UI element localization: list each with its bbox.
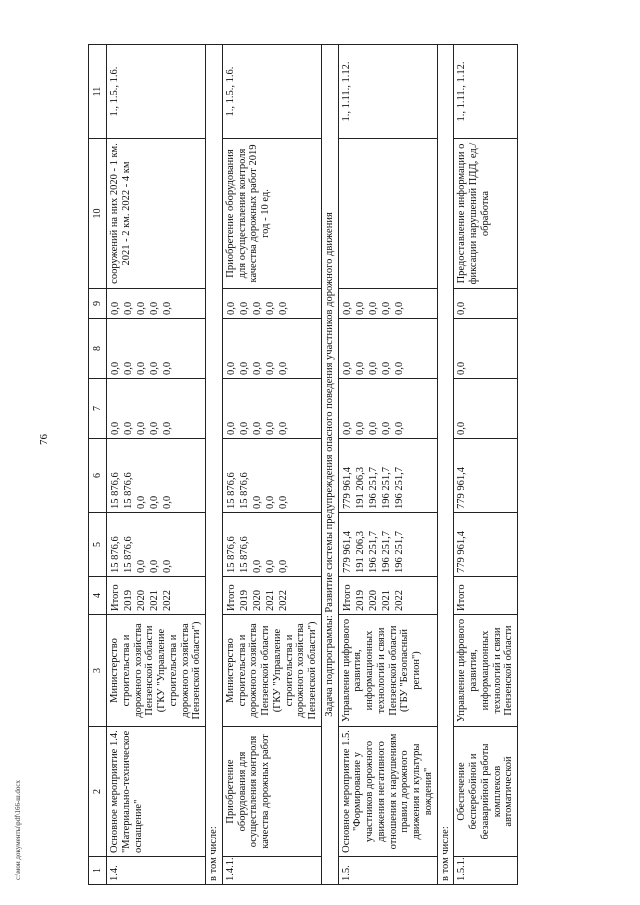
col8-values: 0,0 0,0 0,0 0,0 0,0 [222,319,321,379]
header-cell: 3 [89,615,107,727]
years-cell: Итого 2019 2020 2021 2022 [338,577,437,615]
header-cell: 2 [89,727,107,857]
indicator: сооружений на них 2020 - 1 км. 2021 - 2 км. 2022 - 4 км [107,139,206,289]
executor: Министерство строительства и дорожного хозяйства Пензенской области (ГКУ "Управление строительства и дорожного хозяйства Пензенской области") [107,615,206,727]
header-cell: 6 [89,439,107,513]
col8-values: 0,0 0,0 0,0 0,0 0,0 [107,319,206,379]
col6-value: 779 961,4 [454,439,518,513]
refs: 1., 1.11., 1.12. [338,45,437,139]
col9-value: 0,0 [454,289,518,319]
col5-values: 779 961,4 191 206,3 196 251,7 196 251,7 196 251,7 [338,513,437,577]
table-row-1-4 [107,45,206,885]
executor: Управление цифрового развития, информационных технологий и связи Пензенской области [454,615,518,727]
subsection-label-row [206,45,223,885]
col9-values: 0,0 0,0 0,0 0,0 0,0 [107,289,206,319]
indicator: Приобретение оборудования для осуществления контроля качества дорожных работ 2019 год - 10 ед. [222,139,321,289]
table-row-1-5-1 [454,45,518,885]
row-number: 1.5. [338,857,437,885]
executor: Управление цифрового развития, информационных технологий и связи Пензенской области (ГБУ "Безопасный регион") [338,615,437,727]
header-cell: 1 [89,857,107,885]
years-cell: Итого 2019 2020 2021 2022 [222,577,321,615]
header-cell: 7 [89,379,107,439]
row-number: 1.4. [107,857,206,885]
task-heading: Задача подпрограммы: Развитие системы предупреждения опасного поведения участников дорожного движения [321,45,338,885]
years-cell: Итого 2019 2020 2021 2022 [107,577,206,615]
header-cell: 4 [89,577,107,615]
program-table [88,44,518,885]
measure-name: Основное мероприятие 1.5. "Формирование у участников дорожного движения негативного отношения к нарушениям правил дорожного движения и культуры вождения" [338,727,437,857]
refs: 1., 1.5., 1.6. [107,45,206,139]
col7-values: 0,0 0,0 0,0 0,0 0,0 [338,379,437,439]
table-row-1-5 [338,45,437,885]
subsection-label-row [437,45,454,885]
header-row [89,45,107,885]
col5-values: 15 876,6 15 876,6 0,0 0,0 0,0 [222,513,321,577]
col5-value: 779 961,4 [454,513,518,577]
section-label: в том числе: [206,45,223,885]
header-cell: 8 [89,319,107,379]
year-total: Итого [454,577,518,615]
header-cell: 10 [89,139,107,289]
header-cell: 9 [89,289,107,319]
col9-values: 0,0 0,0 0,0 0,0 0,0 [222,289,321,319]
task-row [321,45,338,885]
indicator: Предоставление информации о фиксации нарушений ПДД, ед./ обработка [454,139,518,289]
row-number: 1.5.1. [454,857,518,885]
col8-values: 0,0 0,0 0,0 0,0 0,0 [338,319,437,379]
col7-values: 0,0 0,0 0,0 0,0 0,0 [107,379,206,439]
row-number: 1.4.1. [222,857,321,885]
col9-values: 0,0 0,0 0,0 0,0 0,0 [338,289,437,319]
col5-values: 15 876,6 15 876,6 0,0 0,0 0,0 [107,513,206,577]
measure-name: Основное мероприятие 1.4. "Материально-техническое оснащение" [107,727,206,857]
col7-value: 0,0 [454,379,518,439]
measure-name: Обеспечение бесперебойной и безаварийной работы комплексов автоматической [454,727,518,857]
col8-value: 0,0 [454,319,518,379]
col6-values: 779 961,4 191 206,3 196 251,7 196 251,7 196 251,7 [338,439,437,513]
header-cell: 11 [89,45,107,139]
footer-file-path: c:\мои документы\pdf\166-ш.docx [14,779,22,880]
col6-values: 15 876,6 15 876,6 0,0 0,0 0,0 [107,439,206,513]
refs: 1., 1.11., 1.12. [454,45,518,139]
indicator [338,139,437,289]
refs: 1., 1.5., 1.6. [222,45,321,139]
page-number: 76 [38,434,50,445]
col7-values: 0,0 0,0 0,0 0,0 0,0 [222,379,321,439]
col6-values: 15 876,6 15 876,6 0,0 0,0 0,0 [222,439,321,513]
measure-name: Приобретение оборудования для осуществления контроля качества дорожных работ [222,727,321,857]
rotated-document [88,45,588,885]
table-row-1-4-1 [222,45,321,885]
header-cell: 5 [89,513,107,577]
section-label: в том числе: [437,45,454,885]
executor: Министерство строительства и дорожного хозяйства Пензенской области (ГКУ "Управление строительства и дорожного хозяйства Пензенской области") [222,615,321,727]
